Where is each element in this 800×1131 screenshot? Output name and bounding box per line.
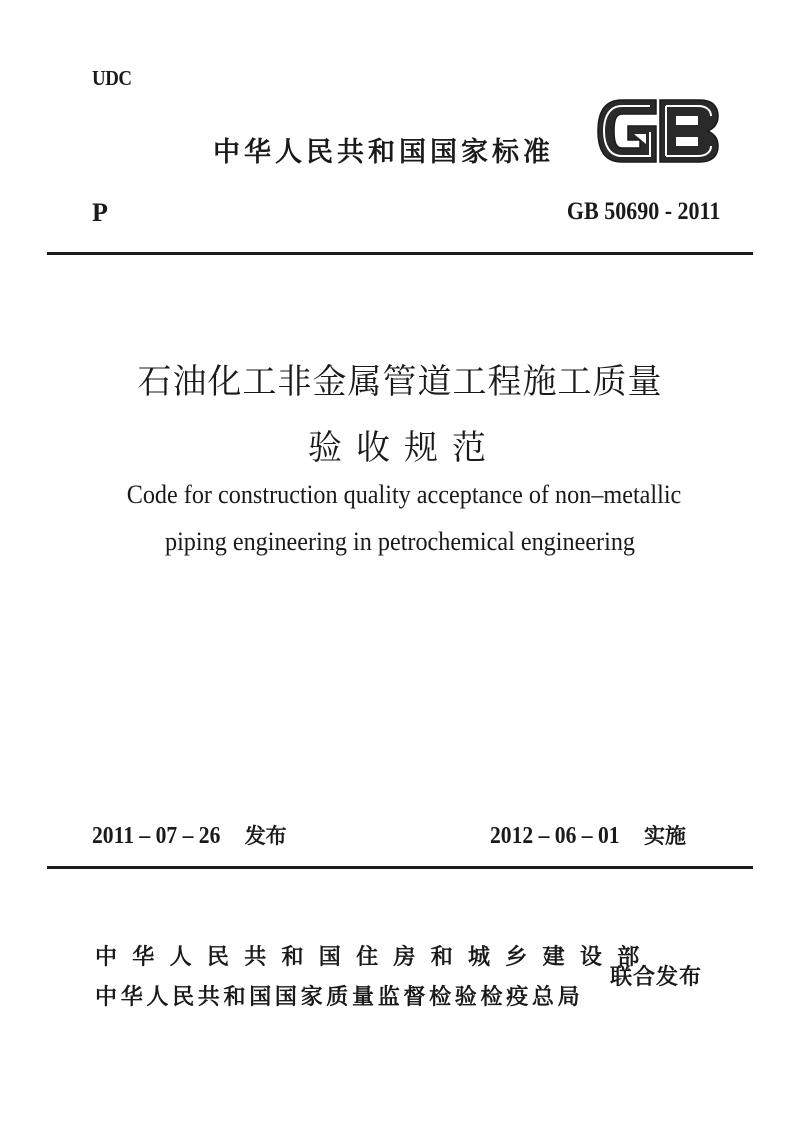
standard-number: GB 50690 - 2011 xyxy=(566,198,720,225)
publisher-dept1: 中华人民共和国住房和城乡建设部 xyxy=(95,945,655,970)
classification-code: P xyxy=(92,198,108,227)
implementation-date-block xyxy=(490,820,686,850)
issue-date-block xyxy=(92,820,287,850)
title-zh-line1: 石油化工非金属管道工程施工质量 xyxy=(137,362,663,402)
udc-label: UDC xyxy=(92,66,132,90)
title-en-line2: piping engineering in petrochemical engineering xyxy=(165,527,635,556)
title-zh-line2: 验收规范 xyxy=(308,428,500,468)
national-standard-heading: 中华人民共和国国家标准 xyxy=(213,137,554,168)
title-en-line1: Code for construction quality acceptance of non–metallic xyxy=(126,480,682,509)
issue-label: 发布 xyxy=(244,824,287,848)
bottom-divider xyxy=(47,866,753,869)
implementation-date: 2012 – 06 – 01 xyxy=(490,823,620,849)
gb-logo-icon xyxy=(594,96,722,166)
top-divider xyxy=(47,252,753,255)
implementation-label: 实施 xyxy=(644,824,686,848)
issue-date: 2011 – 07 – 26 xyxy=(92,823,221,849)
publisher-dept2: 中华人民共和国国家质量监督检验检疫总局 xyxy=(95,985,584,1010)
joint-issue-label: 联合发布 xyxy=(610,965,703,990)
